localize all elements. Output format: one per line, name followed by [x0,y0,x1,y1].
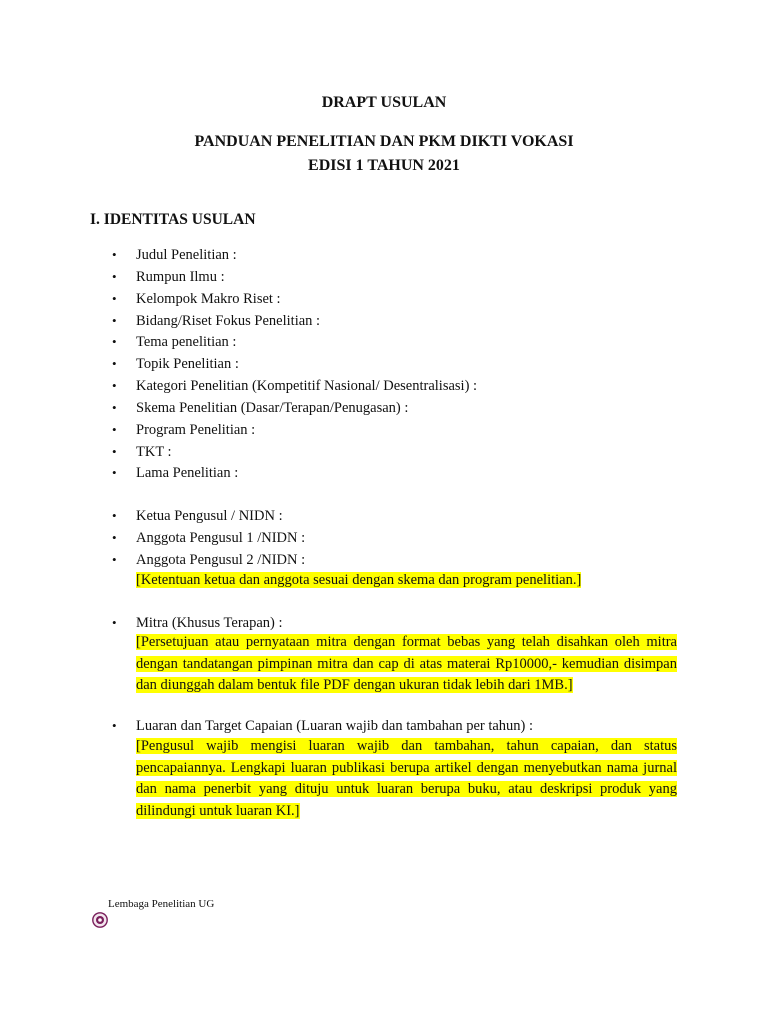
bullet: • [112,269,117,284]
bullet: • [112,422,117,437]
document-edition: EDISI 1 TAHUN 2021 [308,157,460,174]
bullet: • [112,400,117,415]
institution-logo-icon [92,912,108,928]
bullet: • [112,530,117,545]
team-note: [Ketentuan ketua dan anggota sesuai dengan skema dan program penelitian.] [136,572,582,588]
luaran-note: [Pengusul wajib mengisi luaran wajib dan tambahan, tahun capaian, dan status pencapaiannya. Lengkapi luaran publikasi berupa artikel dengan menyebutkan nama jurnal dan nama penerbit yang dituju untuk luaran berupa buku, atau deskripsi produk yang dilindungi untuk luaran KI.] [136,738,677,819]
bullet: • [112,465,117,480]
bullet: • [112,378,117,393]
footer-text: Lembaga Penelitian UG [108,898,215,910]
bullet: • [112,718,117,733]
mitra-note: [Persetujuan atau pernyataan mitra dengan format bebas yang telah disahkan oleh mitra dengan tandatangan pimpinan mitra dan cap di atas materai Rp10000,- kemudian disimpan dan diunggah dalam bentuk file PDF dengan ukuran tidak lebih dari 1MB.] [136,634,677,693]
bullet: • [112,444,117,459]
section-heading: I. IDENTITAS USULAN [90,211,256,228]
bullet: • [112,552,117,567]
bullet: • [112,313,117,328]
document-page: DRAPT USULAN PANDUAN PENELITIAN DAN PKM DIKTI VOKASI EDISI 1 TAHUN 2021 I. IDENTITAS USULAN • Judul Penelitian : • Rumpun Ilmu : • Kelompok Makro Riset : • Bidang/Riset Fokus Penelitian : • Tema penelitian : • Topik Penelitian : • Kategori Penelitian (Kompetitif Nasional/ Desentralisasi) : • Skema Penelitian (Dasar/Terapan/Penugasan) : • Program Penelitian : • TKT : • Lama Penelitian : • Ketua Pengusul / NIDN : • Anggota Pengusul 1 /NIDN : • Anggota Pengusul 2 /NIDN : [Ketentuan ketua dan anggota sesuai dengan skema dan program penelitian.] • Mitra (Khusus Terapan) : [Persetujuan atau pernyataan mitra dengan format bebas yang telah disahkan oleh mitra dengan tandatangan pimpinan mitra dan cap di atas materai Rp10000,- kemudian disimpan dan diunggah dalam bentuk file PDF dengan ukuran tidak lebih dari 1MB.] • Luaran dan Target Capaian (Luaran wajib dan tambahan per tahun) : [Pengusul wajib mengisi luaran wajib dan tambahan, tahun capaian, dan status pencapaiannya. Lengkapi luaran publikasi berupa artikel dengan menyebutkan nama jurnal dan nama penerbit yang dituju untuk luaran berupa buku, atau deskripsi produk yang dilindungi untuk luaran KI.] Lembaga Penelitian UG [0,0,768,1024]
bullet: • [112,356,117,371]
document-title: DRAPT USULAN [321,94,447,111]
bullet: • [112,247,117,262]
bullet: • [112,508,117,523]
bullet: • [112,334,117,349]
bullet: • [112,291,117,306]
document-subtitle: PANDUAN PENELITIAN DAN PKM DIKTI VOKASI [194,133,574,150]
bullet: • [112,615,117,630]
